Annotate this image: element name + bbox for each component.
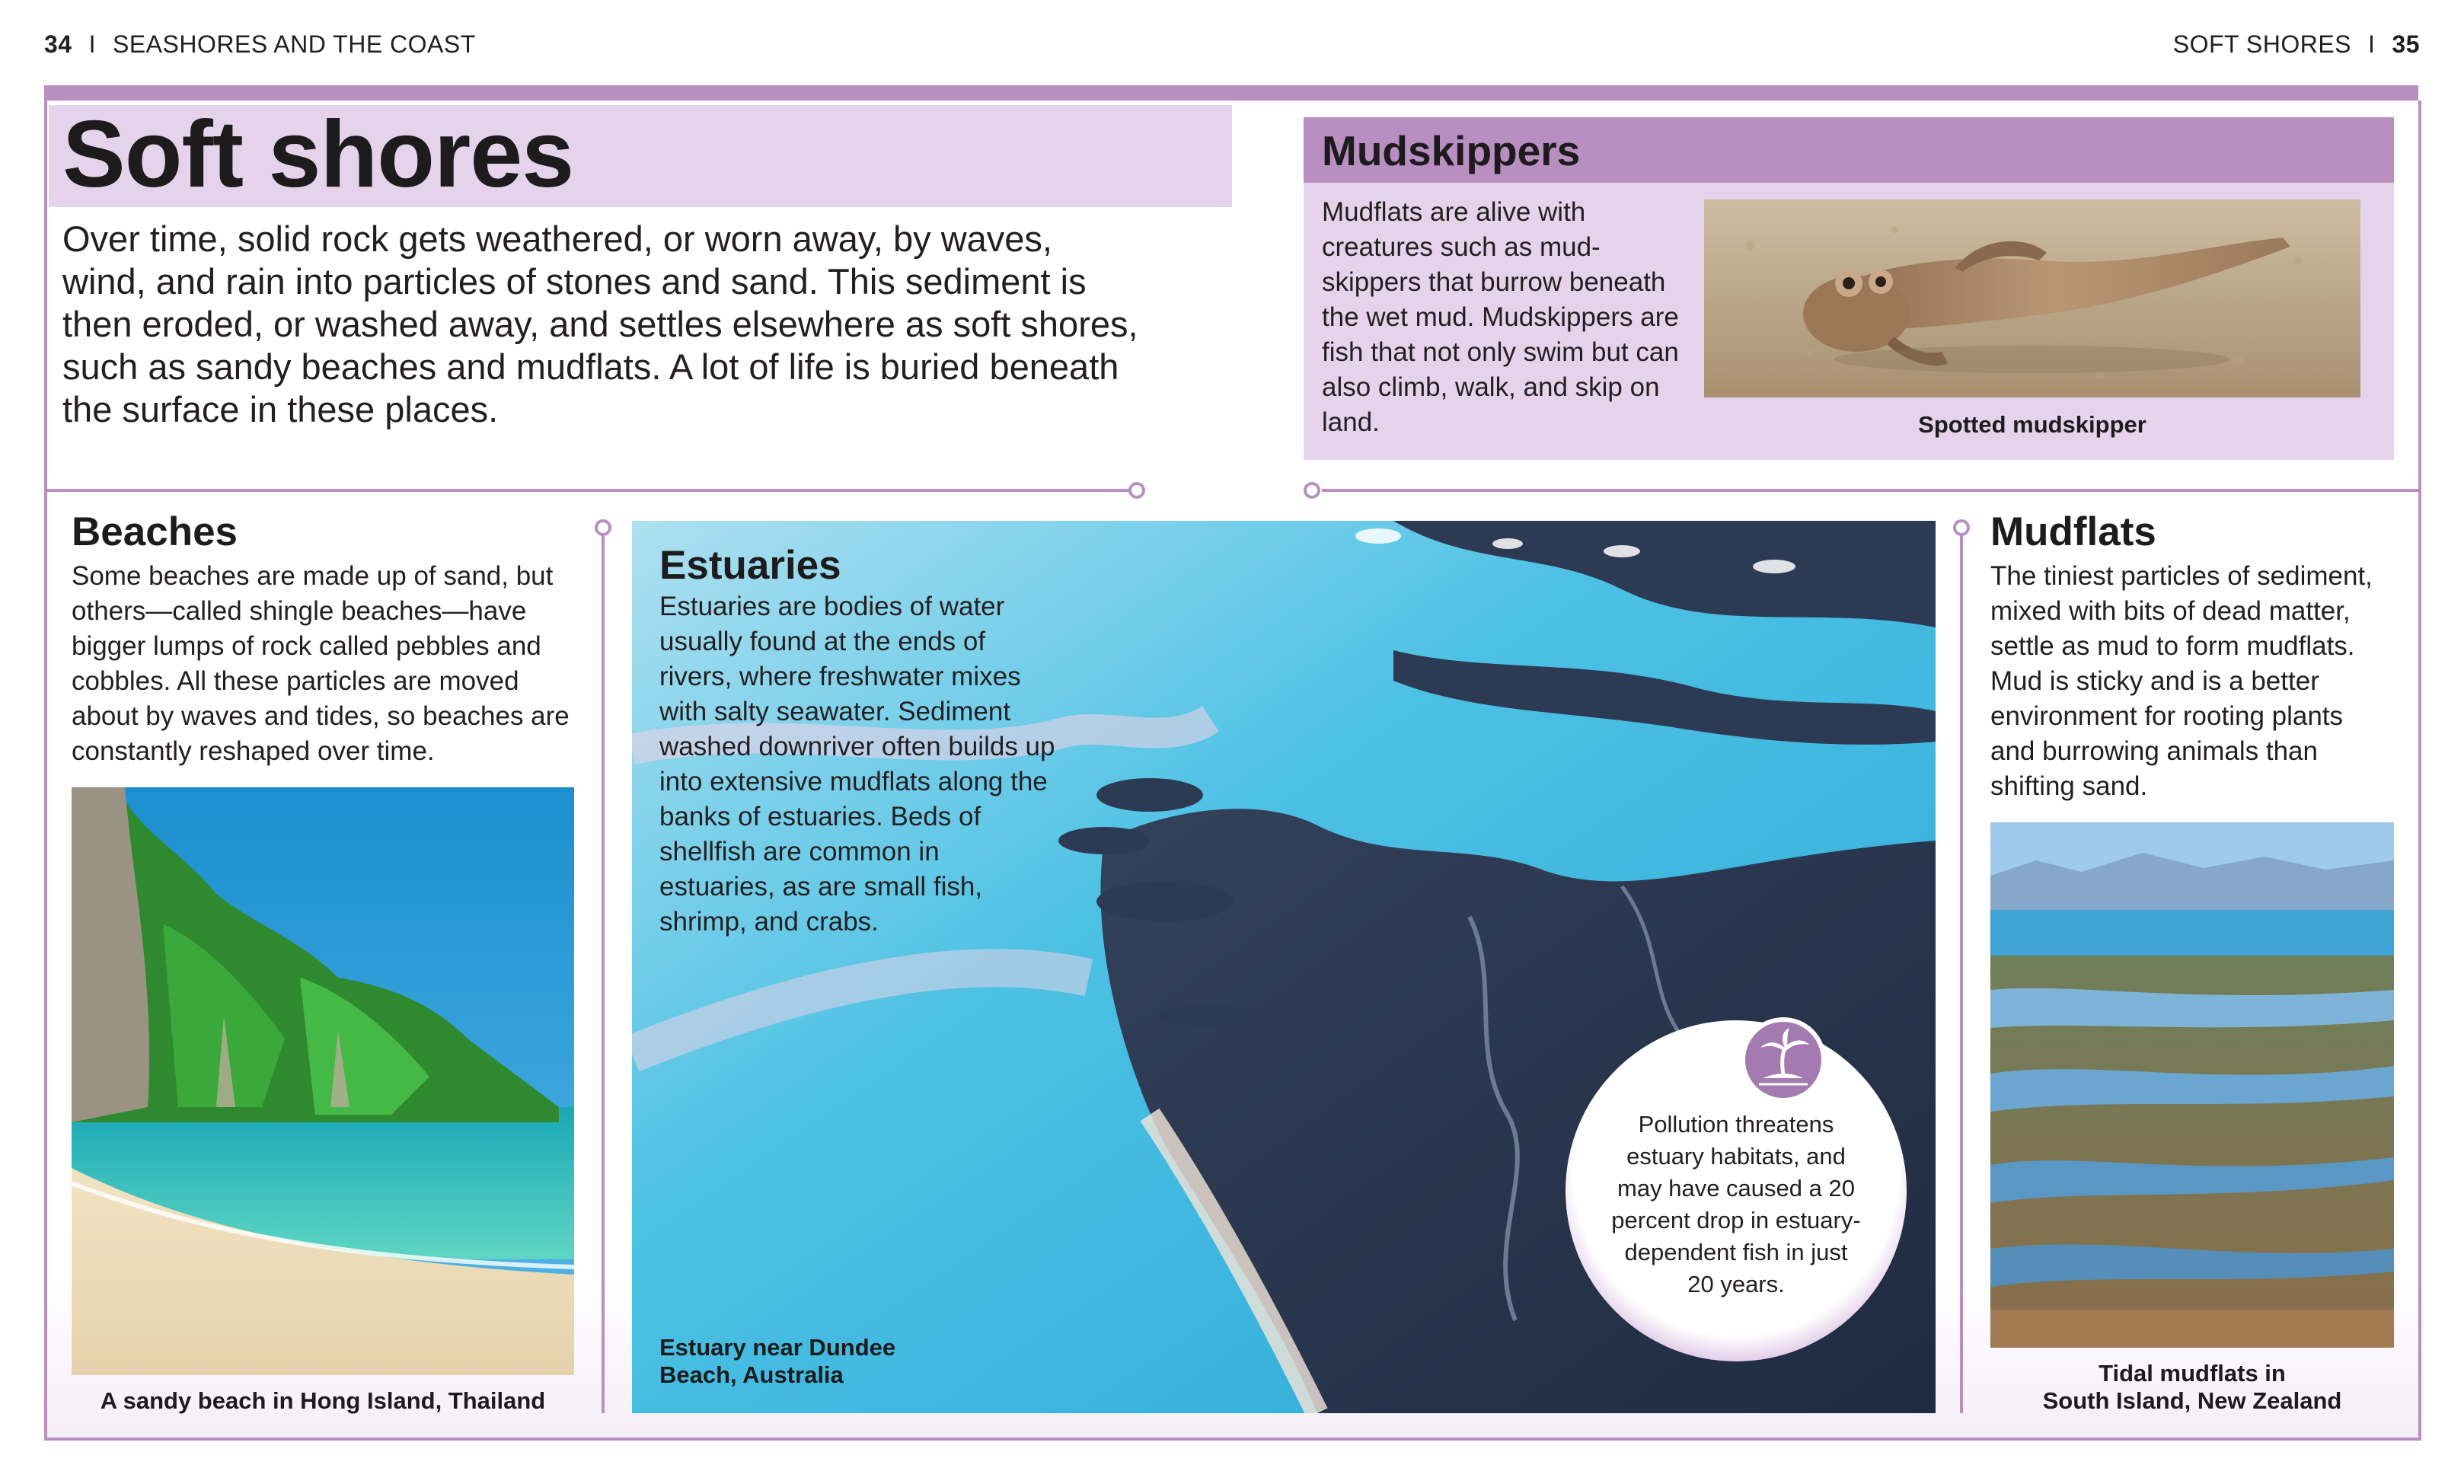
section-name-right: SOFT SHORES [2172, 30, 2352, 58]
column-rule-dot [1953, 519, 1970, 536]
column-rule-right [1960, 533, 1963, 1413]
mudflats-title: Mudflats [1990, 509, 2156, 554]
column-rule-dot [595, 519, 611, 536]
beaches-text: Some beaches are made up of sand, but others—called shingle beaches—have bigger lumps of rock called pebbles and cobbles. All these particles are moved about by waves and tides, so beaches are constantly reshaped over time. [72, 561, 570, 766]
mudflats-caption-line-1: Tidal mudflats in [2099, 1360, 2286, 1387]
divider-dot [1128, 482, 1145, 499]
running-head-right [2173, 30, 2420, 59]
page-number-right: 35 [2392, 30, 2420, 58]
divider-line-right [1322, 489, 2418, 492]
estuary-caption-line-2: Beach, Australia [659, 1361, 844, 1388]
divider-line-left [47, 489, 1135, 492]
beach-caption: A sandy beach in Hong Island, Thailand [100, 1387, 546, 1414]
fact-icon-badge [1741, 1017, 1826, 1103]
palm-island-icon [1745, 1022, 1821, 1098]
divider-dot [1304, 482, 1320, 499]
estuaries-text: Estuaries are bodies of water usually found at the ends of rivers, where freshwater mixes with salty seawater. Sediment washed downriver often builds up into extensive mudflats along the banks of estuaries. Beds of shellfish are common in estuaries, as are small fish, shrimp, and crabs. [659, 592, 1055, 937]
intro-paragraph: Over time, solid rock gets weathered, or worn away, by waves, wind, and rain into particles of stones and sand. This sediment is then eroded, or washed away, and settles elsewhere as soft shores, such as sandy beaches and mudflats. A lot of life is buried beneath the surface in these places. [62, 219, 1138, 429]
mudskippers-title: Mudskippers [1322, 127, 1581, 174]
estuary-caption-line-1: Estuary near Dundee [659, 1334, 896, 1361]
section-name-left: SEASHORES AND THE COAST [112, 30, 476, 58]
running-head-divider: I [2368, 30, 2376, 58]
page-title: Soft shores [62, 102, 574, 207]
beaches-title: Beaches [72, 509, 238, 554]
running-head-left [44, 30, 476, 59]
mudskipper-caption: Spotted mudskipper [1918, 411, 2146, 438]
running-head-divider: I [88, 30, 96, 58]
beach-photo [72, 787, 574, 1375]
frame-top-band [44, 85, 2418, 101]
mudflats-photo [1990, 822, 2394, 1348]
mudflats-text: The tiniest particles of sediment, mixed with bits of dead matter, settle as mud to form mudflats. Mud is sticky and is a better environment for rooting plants and burrowing animals than shifting sand. [1990, 561, 2373, 801]
mudflats-caption [1990, 1360, 2394, 1415]
mudskipper-photo [1704, 199, 2360, 397]
mudskippers-text: Mudflats are alive with creatures such as mud-skippers that burrow beneath the wet mud. Mudskippers are fish that not only swim but can also climb, walk, and skip on land. [1322, 197, 1679, 437]
fact-box-text: Pollution threatens estuary habitats, and may have caused a 20 percent drop in estuary-dependent fish in just 20 years. [1611, 1111, 1861, 1297]
column-rule-left [602, 533, 605, 1413]
page-number-left: 34 [44, 30, 72, 58]
estuaries-title: Estuaries [659, 543, 841, 588]
mudflats-caption-line-2: South Island, New Zealand [2042, 1387, 2342, 1414]
estuary-caption [659, 1334, 895, 1389]
